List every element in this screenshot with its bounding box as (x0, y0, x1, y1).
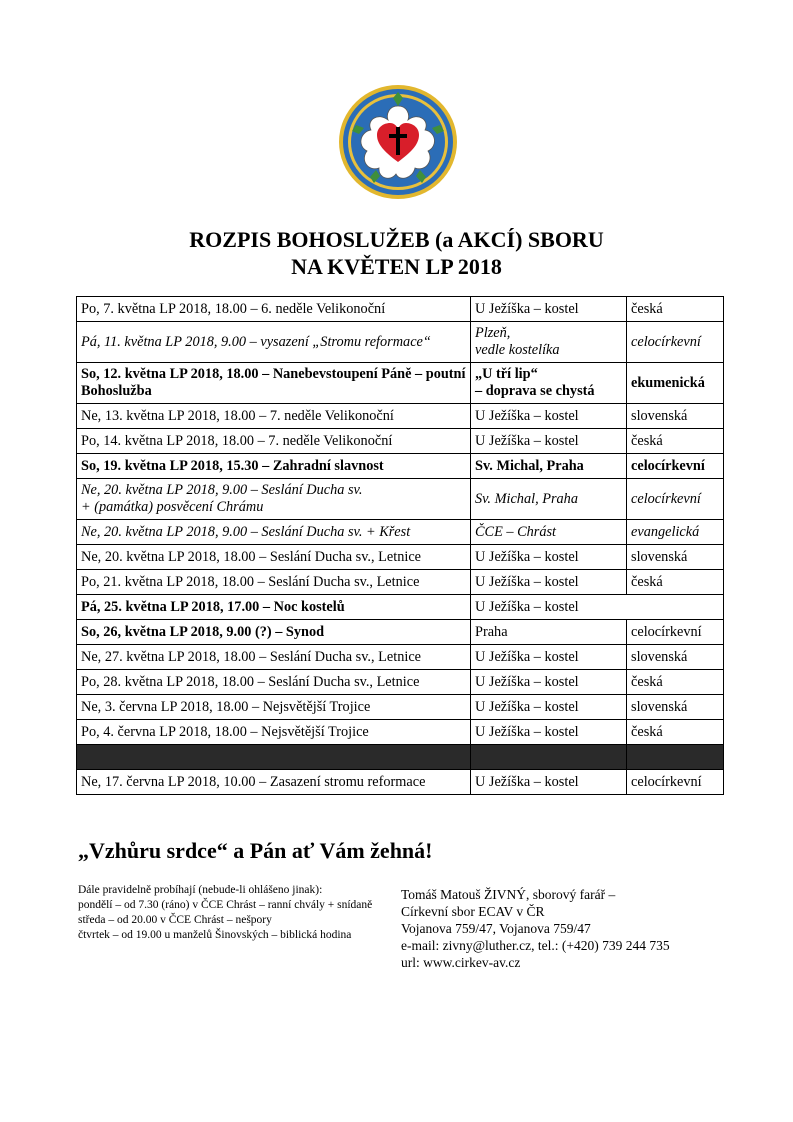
language-cell: celocírkevní (627, 620, 724, 645)
place-cell: U Ježíška – kostel (471, 297, 627, 322)
luther-rose-icon (337, 83, 459, 201)
place-cell: Praha (471, 620, 627, 645)
separator-cell (471, 745, 627, 770)
place-cell: U Ježíška – kostel (471, 545, 627, 570)
language-cell: česká (627, 670, 724, 695)
language-cell: slovenská (627, 404, 724, 429)
language-cell: slovenská (627, 545, 724, 570)
table-row (77, 479, 724, 520)
table-row (77, 720, 724, 745)
table-row (77, 404, 724, 429)
event-cell: Ne, 3. června LP 2018, 18.00 – Nejsvětější Trojice (77, 695, 471, 720)
table-row (77, 670, 724, 695)
event-cell: Po, 21. května LP 2018, 18.00 – Seslání Ducha sv., Letnice (77, 570, 471, 595)
contact-block (401, 886, 721, 971)
language-cell: ekumenická (627, 363, 724, 404)
event-cell: So, 12. května LP 2018, 18.00 – Nanebevstoupení Páně – poutní Bohoslužba (77, 363, 471, 404)
event-cell: Pá, 11. května LP 2018, 9.00 – vysazení „Stromu reformace“ (77, 322, 471, 363)
table-row (77, 297, 724, 322)
separator-cell (77, 745, 471, 770)
closing-blessing: „Vzhůru srdce“ a Pán ať Vám žehná! (78, 838, 433, 863)
table-row (77, 363, 724, 404)
event-line-2: + (památka) posvěcení Chrámu (81, 499, 264, 515)
language-cell: česká (627, 720, 724, 745)
event-cell: So, 26, května LP 2018, 9.00 (?) – Synod (77, 620, 471, 645)
event-cell (77, 479, 471, 520)
contact-address: Vojanova 759/47, Vojanova 759/47 (401, 921, 591, 936)
table-row (77, 322, 724, 363)
regular-intro: Dále pravidelně probíhají (nebude-li ohlášeno jinak): (78, 884, 323, 896)
place-line-1: Plzeň, (475, 325, 511, 341)
language-cell: česká (627, 297, 724, 322)
place-cell (471, 322, 627, 363)
place-cell: U Ježíška – kostel (471, 645, 627, 670)
schedule-table (76, 296, 724, 795)
place-cell: U Ježíška – kostel (471, 570, 627, 595)
language-cell: slovenská (627, 645, 724, 670)
event-cell: Ne, 20. května LP 2018, 18.00 – Seslání Ducha sv., Letnice (77, 545, 471, 570)
language-cell: celocírkevní (627, 322, 724, 363)
regular-thursday: čtvrtek – od 19.00 u manželů Šinovských – biblická hodina (78, 929, 352, 941)
place-cell: U Ježíška – kostel (471, 404, 627, 429)
table-row (77, 620, 724, 645)
language-cell: česká (627, 429, 724, 454)
event-cell: Po, 14. května LP 2018, 18.00 – 7. neděle Velikonoční (77, 429, 471, 454)
language-cell: evangelická (627, 520, 724, 545)
event-cell: Pá, 25. května LP 2018, 17.00 – Noc kostelů (77, 595, 471, 620)
place-cell: U Ježíška – kostel (471, 429, 627, 454)
event-cell: Ne, 13. května LP 2018, 18.00 – 7. neděle Velikonoční (77, 404, 471, 429)
place-cell: U Ježíška – kostel (471, 595, 724, 620)
place-cell: U Ježíška – kostel (471, 720, 627, 745)
place-cell: U Ježíška – kostel (471, 695, 627, 720)
event-cell: Po, 4. června LP 2018, 18.00 – Nejsvětější Trojice (77, 720, 471, 745)
contact-congregation: Církevní sbor ECAV v ČR (401, 904, 545, 919)
event-cell: Ne, 20. května LP 2018, 9.00 – Seslání Ducha sv. + Křest (77, 520, 471, 545)
table-row (77, 454, 724, 479)
place-line-1: „U tří lip“ (475, 366, 538, 382)
event-cell: Po, 7. května LP 2018, 18.00 – 6. neděle Velikonoční (77, 297, 471, 322)
table-row (77, 645, 724, 670)
place-cell: U Ježíška – kostel (471, 670, 627, 695)
place-line-2: vedle kostelíka (475, 342, 560, 358)
contact-email-phone: e-mail: zivny@luther.cz, tel.: (+420) 739 244 735 (401, 938, 670, 953)
place-cell (471, 363, 627, 404)
language-cell: celocírkevní (627, 770, 724, 795)
table-row (77, 595, 724, 620)
table-row (77, 429, 724, 454)
contact-url: url: www.cirkev-av.cz (401, 955, 521, 970)
table-row (77, 545, 724, 570)
language-cell: celocírkevní (627, 454, 724, 479)
event-cell: Ne, 27. května LP 2018, 18.00 – Seslání Ducha sv., Letnice (77, 645, 471, 670)
language-cell: celocírkevní (627, 479, 724, 520)
place-line-2: – doprava se chystá (475, 383, 595, 399)
place-cell: Sv. Michal, Praha (471, 454, 627, 479)
language-cell: česká (627, 570, 724, 595)
contact-pastor: Tomáš Matouš ŽIVNÝ, sborový farář – (401, 887, 616, 902)
language-cell: slovenská (627, 695, 724, 720)
separator-cell (627, 745, 724, 770)
table-row (77, 695, 724, 720)
regular-events-note (78, 883, 388, 943)
table-row (77, 770, 724, 795)
place-cell: Sv. Michal, Praha (471, 479, 627, 520)
separator-row (77, 745, 724, 770)
regular-monday: pondělí – od 7.30 (ráno) v ČCE Chrást – ranní chvály + snídaně (78, 899, 373, 911)
place-cell: ČCE – Chrást (471, 520, 627, 545)
table-row (77, 520, 724, 545)
event-line-1: Ne, 20. května LP 2018, 9.00 – Seslání Ducha sv. (81, 482, 363, 498)
document-title (0, 226, 793, 280)
event-cell: So, 19. května LP 2018, 15.30 – Zahradní slavnost (77, 454, 471, 479)
title-line-2: NA KVĚTEN LP 2018 (291, 254, 502, 279)
event-cell: Ne, 17. června LP 2018, 10.00 – Zasazení stromu reformace (77, 770, 471, 795)
regular-wednesday: středa – od 20.00 v ČCE Chrást – nešpory (78, 914, 272, 926)
table-row (77, 570, 724, 595)
event-cell: Po, 28. května LP 2018, 18.00 – Seslání Ducha sv., Letnice (77, 670, 471, 695)
place-cell: U Ježíška – kostel (471, 770, 627, 795)
title-line-1: ROZPIS BOHOSLUŽEB (a AKCÍ) SBORU (189, 227, 604, 252)
